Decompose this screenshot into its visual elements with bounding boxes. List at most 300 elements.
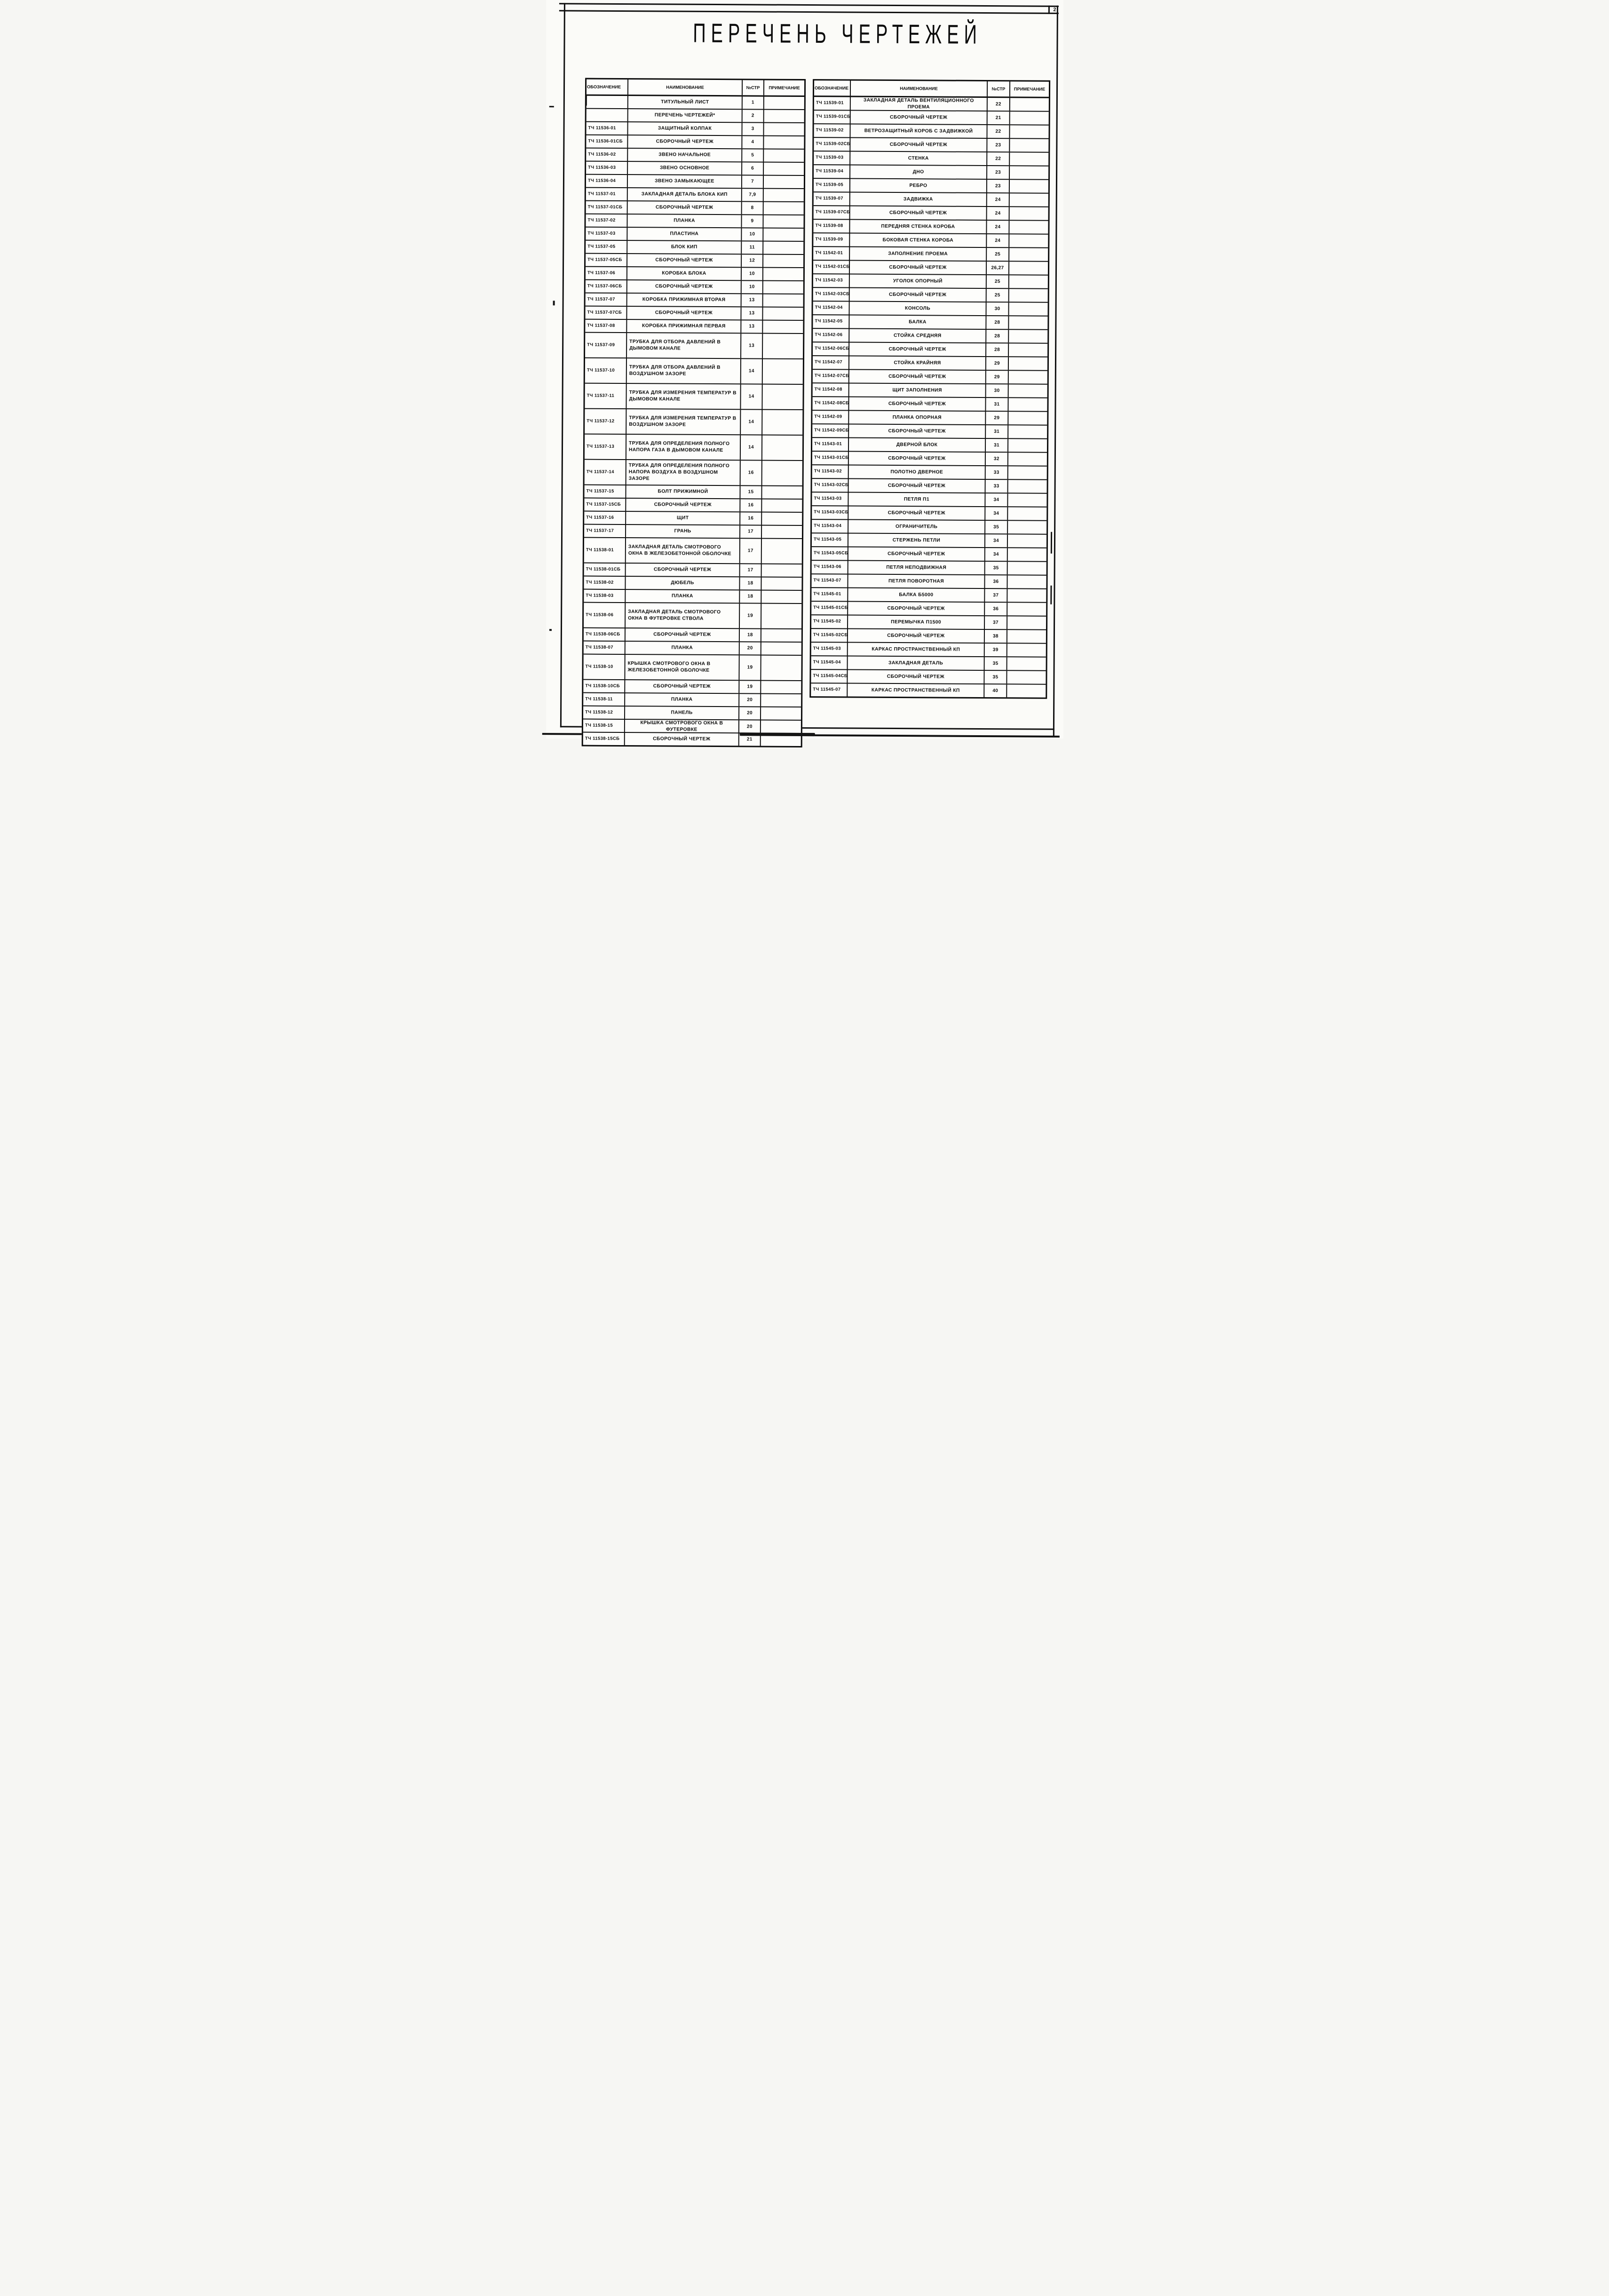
cell-page: 34: [985, 493, 1008, 506]
table-row: [813, 233, 1048, 248]
cell-name: ПЕТЛЯ НЕПОДВИЖНАЯ: [848, 561, 985, 575]
cell-note: [1007, 644, 1046, 656]
cell-page: 16: [740, 512, 762, 524]
table-row: [813, 342, 1047, 358]
cell-page: 16: [740, 461, 762, 485]
cell-code: ТЧ 11539-09: [813, 233, 850, 246]
cell-name: СТЕНКА: [850, 152, 987, 166]
cell-note: [761, 681, 801, 693]
cell-code: ТЧ 11538-15СБ: [583, 733, 625, 745]
table-row: [812, 356, 1047, 371]
cell-note: [763, 202, 803, 215]
cell-name: КАРКАС ПРОСТРАНСТВЕННЫЙ КП: [848, 643, 984, 656]
cell-note: [1010, 139, 1048, 151]
cell-code: ТЧ 11539-01СБ: [814, 111, 850, 123]
cell-page: 22: [987, 125, 1010, 138]
table-row: [812, 383, 1047, 398]
cell-note: [1008, 480, 1046, 493]
cell-note: [762, 385, 802, 409]
cell-note: [762, 410, 802, 435]
header-page: №СТР: [742, 80, 764, 95]
cell-code: ТЧ 11538-03: [584, 590, 626, 602]
cell-page: 24: [987, 234, 1009, 247]
table-row: [583, 642, 801, 656]
cell-page: 25: [987, 248, 1009, 261]
table-row: [586, 201, 803, 215]
cell-note: [761, 721, 801, 734]
cell-note: [761, 629, 801, 642]
cell-code: ТЧ 11542-06СБ: [813, 342, 849, 355]
cell-note: [763, 321, 803, 333]
cell-code: ТЧ 11539-02: [814, 124, 850, 137]
cell-code: ТЧ 11545-02СБ: [811, 629, 848, 642]
cell-note: [1008, 398, 1047, 411]
cell-name: ТРУБКА ДЛЯ ОПРЕДЕЛЕНИЯ ПОЛНОГО НАПОРА ВОЗДУХА В ВОЗДУШНОМ ЗАЗОРЕ: [626, 460, 740, 485]
table-row: [811, 574, 1046, 589]
table-row: [813, 261, 1047, 276]
page-number: 2: [1053, 7, 1056, 13]
cell-page: 31: [986, 398, 1008, 411]
cell-note: [762, 526, 802, 538]
cell-code: ТЧ 11543-01СБ: [812, 452, 848, 464]
cell-page: 34: [985, 507, 1008, 520]
sheet: [542, 0, 1063, 740]
cell-note: [764, 123, 804, 135]
header-note: ПРИМЕЧАНИЕ: [768, 85, 800, 90]
cell-note: [1010, 152, 1048, 165]
cell-note: [1007, 534, 1046, 547]
cell-code: ТЧ 11542-03СБ: [813, 288, 849, 301]
cell-code: ТЧ 11542-01: [813, 247, 850, 260]
table-row: [584, 538, 801, 564]
table-row: [811, 547, 1046, 562]
cell-page: 5: [742, 149, 764, 161]
cell-name: ОГРАНИЧИТЕЛЬ: [848, 520, 985, 534]
cell-note: [1007, 671, 1046, 683]
table-row: [586, 135, 804, 150]
cell-page: 37: [985, 589, 1007, 602]
cell-code: ТЧ 11537-09: [585, 333, 627, 358]
cell-note: [763, 268, 803, 280]
cell-name: СБОРОЧНЫЙ ЧЕРТЕЖ: [849, 425, 986, 438]
table-row: [813, 329, 1047, 344]
cell-code: [586, 96, 628, 108]
cell-note: [1008, 493, 1046, 506]
table-row: [812, 424, 1047, 439]
cell-page: 31: [986, 425, 1008, 438]
table-row: [584, 577, 801, 591]
cell-code: ТЧ 11537-11: [585, 384, 626, 408]
cell-page: 35: [984, 657, 1007, 670]
cell-code: ТЧ 11539-07: [813, 192, 850, 205]
cell-code: ТЧ 11542-07СБ: [812, 370, 849, 382]
table-row: [586, 228, 803, 242]
table-row: [586, 241, 803, 255]
cell-note: [764, 110, 804, 122]
cell-note: [763, 255, 803, 267]
drawing-list-table-right: [809, 79, 1050, 699]
cell-page: 3: [742, 123, 764, 135]
cell-note: [762, 500, 802, 512]
cell-name: ЗАКЛАДНАЯ ДЕТАЛЬ: [848, 656, 984, 670]
cell-name: ДВЕРНОЙ БЛОК: [848, 438, 985, 452]
table-row: [586, 215, 803, 229]
cell-page: 34: [985, 534, 1007, 547]
table-row: [811, 683, 1046, 698]
cell-note: [1007, 589, 1046, 602]
table-row: [586, 96, 804, 110]
cell-code: ТЧ 11537-01: [586, 188, 627, 200]
cell-code: ТЧ 11542-06: [813, 329, 849, 342]
cell-code: ТЧ 11538-10: [583, 655, 625, 679]
cell-name: СБОРОЧНЫЙ ЧЕРТЕЖ: [627, 307, 741, 319]
cell-note: [763, 308, 803, 320]
header-designation: ОБОЗНАЧЕНИЕ: [586, 79, 628, 95]
cell-code: ТЧ 11539-08: [813, 220, 850, 232]
cell-name: СБОРОЧНЫЙ ЧЕРТЕЖ: [626, 499, 740, 511]
cell-code: ТЧ 11539-02СБ: [814, 138, 850, 151]
cell-name: СБОРОЧНЫЙ ЧЕРТЕЖ: [849, 261, 986, 275]
cell-code: ТЧ 11545-02: [811, 615, 848, 628]
cell-name: БАЛКА Б5000: [848, 588, 985, 602]
page-border-top-inner: [559, 10, 1058, 14]
table-row: [811, 615, 1046, 630]
cell-note: [761, 707, 801, 720]
cell-name: СБОРОЧНЫЙ ЧЕРТЕЖ: [850, 207, 987, 220]
cell-page: 36: [985, 575, 1007, 588]
cell-code: ТЧ 11536-03: [586, 162, 628, 174]
table-row: [812, 397, 1047, 412]
cell-name: ЗАКЛАДНАЯ ДЕТАЛЬ ВЕНТИЛЯЦИОННОГО ПРОЕМА: [850, 97, 987, 111]
cell-name: СБОРОЧНЫЙ ЧЕРТЕЖ: [625, 628, 739, 641]
cell-name: ЗАЩИТНЫЙ КОЛПАК: [628, 122, 742, 135]
cell-note: [1007, 575, 1046, 588]
table-row: [811, 629, 1046, 644]
cell-page: 17: [740, 564, 761, 576]
table-row: [585, 267, 803, 281]
cell-note: [1007, 630, 1046, 643]
cell-page: 9: [742, 215, 763, 227]
cell-code: ТЧ 11542-09: [812, 411, 849, 423]
cell-name: ПЕРЕДНЯЯ СТЕНКА КОРОБА: [850, 220, 987, 234]
cell-code: ТЧ 11537-01СБ: [586, 201, 627, 214]
cell-code: ТЧ 11543-06: [811, 561, 848, 573]
cell-page: 6: [742, 162, 764, 175]
table-row: [812, 465, 1046, 480]
cell-code: ТЧ 11545-04: [811, 656, 848, 669]
cell-note: [762, 359, 802, 384]
cell-page: 29: [986, 371, 1008, 383]
table-row: [584, 460, 802, 486]
cell-name: СБОРОЧНЫЙ ЧЕРТЕЖ: [625, 680, 739, 693]
cell-note: [763, 281, 803, 294]
table-row: [812, 479, 1046, 494]
cell-page: 28: [986, 343, 1009, 356]
table-row: [812, 370, 1047, 385]
scan-artifact: [549, 629, 551, 631]
cell-code: ТЧ 11542-08: [812, 383, 849, 396]
cell-code: ТЧ 11545-01СБ: [811, 602, 848, 614]
cell-page: 13: [741, 334, 763, 358]
cell-name: ПАНЕЛЬ: [625, 707, 739, 719]
table-row: [583, 680, 801, 694]
table-row: [584, 512, 802, 526]
cell-name: СБОРОЧНЫЙ ЧЕРТЕЖ: [626, 564, 740, 576]
cell-name: СБОРОЧНЫЙ ЧЕРТЕЖ: [625, 733, 739, 746]
table-row: [812, 438, 1046, 453]
table-row: [586, 175, 803, 189]
cell-code: ТЧ 11537-16: [584, 512, 626, 524]
cell-code: ТЧ 11538-11: [583, 693, 625, 706]
cell-code: ТЧ 11539-05: [813, 179, 850, 191]
cell-name: БЛОК КИП: [627, 241, 742, 254]
cell-page: 25: [986, 275, 1009, 288]
table-row: [584, 564, 801, 578]
cell-page: 19: [739, 655, 761, 680]
cell-name: СТЕРЖЕНЬ ПЕТЛИ: [848, 534, 985, 548]
cell-name: СТОЙКА СРЕДНЯЯ: [849, 329, 986, 343]
page-title: ПЕРЕЧЕНЬ ЧЕРТЕЖЕЙ: [692, 19, 982, 50]
cell-name: ПЕРЕМЫЧКА П1500: [848, 616, 985, 629]
cell-note: [1007, 616, 1046, 629]
cell-code: ТЧ 11537-08: [585, 320, 627, 332]
table-row: [811, 561, 1046, 576]
cell-note: [763, 334, 803, 358]
cell-name: БАЛКА: [849, 316, 986, 329]
cell-note: [763, 215, 803, 228]
table-row: [586, 109, 804, 123]
cell-note: [1009, 330, 1047, 342]
cell-note: [1009, 180, 1048, 192]
cell-code: ТЧ 11538-15: [583, 720, 625, 733]
cell-name: ТРУБКА ДЛЯ ОПРЕДЕЛЕНИЯ ПОЛНОГО НАПОРА ГАЗА В ДЫМОВОМ КАНАЛЕ: [626, 435, 740, 460]
cell-name: СБОРОЧНЫЙ ЧЕРТЕЖ: [848, 670, 984, 683]
cell-code: ТЧ 11539-03: [814, 151, 850, 164]
table-row: [813, 247, 1048, 262]
cell-name: ПЛАНКА: [627, 215, 742, 227]
cell-name: УГОЛОК ОПОРНЫЙ: [849, 275, 986, 288]
cell-page: 20: [739, 720, 761, 733]
table-row: [583, 693, 801, 707]
cell-note: [761, 539, 801, 564]
table-row: [585, 409, 802, 436]
cell-page: 18: [739, 629, 761, 641]
cell-page: 15: [740, 486, 762, 498]
cell-note: [761, 604, 801, 628]
cell-name: СБОРОЧНЫЙ ЧЕРТЕЖ: [848, 548, 985, 561]
cell-page: 33: [985, 466, 1008, 479]
table-row: [586, 149, 804, 163]
cell-note: [763, 189, 803, 201]
cell-page: 23: [987, 139, 1010, 151]
cell-name: ТРУБКА ДЛЯ ИЗМЕРЕНИЯ ТЕМПЕРАТУР В ВОЗДУШНОМ ЗАЗОРЕ: [626, 409, 741, 434]
cell-note: [1009, 302, 1047, 315]
cell-page: 7,9: [742, 189, 763, 201]
cell-note: [1008, 384, 1047, 397]
cell-name: ЗАПОЛНЕНИЕ ПРОЕМА: [850, 247, 987, 261]
cell-code: ТЧ 11543-02СБ: [812, 479, 848, 492]
cell-page: 30: [986, 384, 1008, 397]
cell-code: ТЧ 11543-03СБ: [812, 506, 848, 519]
scan-artifact: [553, 301, 555, 305]
cell-name: ТРУБКА ДЛЯ ОТБОРА ДАВЛЕНИЙ В ДЫМОВОМ КАНАЛЕ: [627, 333, 741, 358]
cell-note: [1009, 221, 1048, 233]
table-row: [585, 358, 802, 385]
cell-code: ТЧ 11542-01СБ: [813, 261, 849, 273]
cell-code: ТЧ 11539-04: [814, 165, 850, 178]
cell-name: СБОРОЧНЫЙ ЧЕРТЕЖ: [849, 288, 986, 302]
cell-code: ТЧ 11543-05: [811, 533, 848, 546]
cell-name: БОЛТ ПРИЖИМНОЙ: [626, 485, 740, 498]
cell-page: 33: [985, 480, 1008, 493]
table-row: [813, 274, 1047, 289]
cell-name: СБОРОЧНЫЙ ЧЕРТЕЖ: [627, 280, 741, 293]
cell-code: ТЧ 11537-07СБ: [585, 307, 627, 319]
cell-code: ТЧ 11538-02: [584, 577, 626, 589]
scan-artifact: [1050, 586, 1052, 604]
header-page: №СТР: [987, 81, 1010, 96]
cell-page: 28: [986, 316, 1009, 329]
cell-page: 34: [985, 548, 1007, 561]
cell-code: ТЧ 11538-10СБ: [583, 680, 625, 692]
cell-code: ТЧ 11537-15: [584, 485, 626, 498]
cell-name: СБОРОЧНЫЙ ЧЕРТЕЖ: [850, 111, 987, 125]
cell-note: [1007, 562, 1046, 574]
table-row: [584, 499, 802, 513]
cell-code: ТЧ 11537-10: [585, 358, 626, 383]
cell-page: 24: [987, 207, 1009, 220]
cell-code: ТЧ 11545-04СБ: [811, 670, 848, 683]
cell-code: ТЧ 11537-13: [584, 435, 626, 459]
table-row: [813, 220, 1048, 235]
cell-name: ТРУБКА ДЛЯ ОТБОРА ДАВЛЕНИЙ В ВОЗДУШНОМ ЗАЗОРЕ: [626, 358, 741, 383]
table-row: [812, 506, 1046, 521]
table-row: [584, 603, 801, 629]
cell-name: БОКОВАЯ СТЕНКА КОРОБА: [850, 234, 987, 247]
cell-name: ЗВЕНО НАЧАЛЬНОЕ: [628, 149, 742, 161]
table-row: [814, 165, 1048, 180]
cell-page: 31: [985, 439, 1008, 452]
cell-page: 18: [740, 577, 761, 589]
table-header-row: [586, 79, 804, 97]
cell-name: СБОРОЧНЫЙ ЧЕРТЕЖ: [850, 138, 987, 152]
cell-name: ЗАКЛАДНАЯ ДЕТАЛЬ БЛОКА КИП: [627, 188, 742, 201]
cell-code: ТЧ 11542-07: [812, 356, 849, 369]
cell-code: ТЧ 11537-06СБ: [585, 280, 627, 293]
table-row: [811, 602, 1046, 617]
table-row: [814, 111, 1048, 126]
cell-page: 29: [986, 357, 1008, 370]
table-row: [585, 384, 802, 410]
cell-name: СБОРОЧНЫЙ ЧЕРТЕЖ: [848, 452, 985, 466]
table-row: [811, 533, 1046, 548]
table-row: [814, 151, 1048, 167]
cell-name: СБОРОЧНЫЙ ЧЕРТЕЖ: [627, 254, 742, 267]
cell-name: ЗВЕНО ОСНОВНОЕ: [628, 162, 742, 175]
cell-code: ТЧ 11537-03: [586, 228, 627, 240]
cell-code: ТЧ 11538-07: [583, 642, 625, 654]
cell-code: ТЧ 11545-03: [811, 643, 848, 655]
table-row: [583, 628, 801, 643]
cell-note: [1010, 125, 1048, 138]
cell-note: [761, 694, 801, 707]
cell-page: 29: [986, 412, 1008, 424]
cell-note: [764, 97, 804, 109]
cell-page: 39: [984, 644, 1007, 656]
cell-name: ПЕРЕЧЕНЬ ЧЕРТЕЖЕЙ*: [628, 109, 742, 122]
cell-code: ТЧ 11539-01: [814, 97, 850, 110]
table-row: [811, 643, 1046, 658]
cell-page: 14: [741, 410, 762, 434]
cell-name: ПЛАНКА ОПОРНАЯ: [849, 411, 986, 425]
cell-name: ЗАКЛАДНАЯ ДЕТАЛЬ СМОТРОВОГО ОКНА В ФУТЕРОВКЕ СТВОЛА: [626, 603, 740, 628]
cell-note: [763, 229, 803, 241]
cell-page: 20: [739, 642, 761, 654]
cell-note: [1009, 193, 1048, 206]
cell-code: [586, 109, 628, 121]
cell-note: [1008, 466, 1046, 479]
cell-name: РЕБРО: [850, 179, 987, 193]
cell-note: [762, 436, 802, 460]
cell-note: [761, 591, 801, 603]
table-row: [584, 485, 802, 500]
cell-code: ТЧ 11537-17: [584, 525, 626, 537]
cell-name: СТОЙКА КРАЙНЯЯ: [849, 357, 986, 370]
cell-page: 18: [740, 590, 761, 603]
cell-page: 17: [740, 525, 762, 538]
cell-page: 19: [739, 681, 761, 693]
cell-page: 38: [984, 630, 1007, 643]
table-row: [813, 288, 1047, 303]
cell-note: [1008, 507, 1046, 520]
cell-note: [1010, 111, 1048, 124]
cell-note: [763, 294, 803, 307]
cell-page: 10: [741, 281, 763, 293]
cell-page: 21: [739, 733, 761, 746]
cell-name: СБОРОЧНЫЙ ЧЕРТЕЖ: [848, 479, 985, 493]
cell-note: [1010, 166, 1048, 179]
cell-code: ТЧ 11543-04: [812, 520, 848, 532]
table-row: [583, 655, 801, 681]
cell-name: ПЛАСТИНА: [627, 228, 742, 240]
table-row: [584, 525, 802, 539]
cell-code: ТЧ 11537-14: [584, 460, 626, 485]
header-name: НАИМЕНОВАНИЕ: [628, 79, 742, 95]
cell-note: [1009, 289, 1047, 302]
table-row: [585, 294, 803, 308]
table-row: [813, 206, 1048, 221]
cell-code: ТЧ 11537-05: [586, 241, 627, 253]
table-row: [586, 188, 803, 202]
cell-name: СБОРОЧНЫЙ ЧЕРТЕЖ: [627, 201, 742, 214]
cell-name: ГРАНЬ: [626, 525, 740, 538]
table-row: [813, 302, 1047, 317]
cell-page: 1: [742, 96, 764, 109]
cell-note: [762, 461, 802, 485]
table-row: [813, 179, 1048, 194]
cell-page: 4: [742, 136, 764, 148]
cell-code: ТЧ 11538-06СБ: [583, 628, 625, 641]
cell-page: 35: [985, 562, 1007, 574]
cell-code: ТЧ 11542-03: [813, 274, 849, 287]
cell-page: 14: [741, 359, 762, 383]
cell-name: ЗАДВИЖКА: [850, 193, 987, 207]
cell-note: [762, 513, 802, 525]
cell-page: 23: [987, 180, 1009, 192]
table-header-row: [814, 80, 1048, 98]
table-row: [584, 435, 802, 461]
cell-page: 35: [984, 671, 1007, 683]
